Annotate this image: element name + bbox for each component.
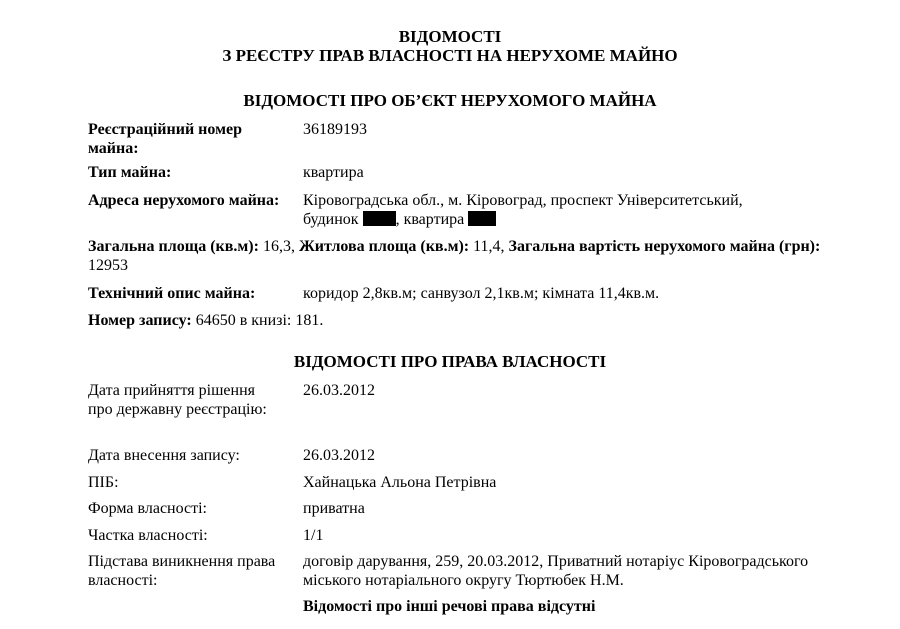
document-title: ВІДОМОСТІ (398, 27, 502, 46)
total-area-label: Загальна площа (кв.м): (88, 238, 259, 255)
living-area-value: 11,4, (469, 238, 509, 255)
type-value: квартира (303, 164, 364, 181)
entry-date-value: 26.03.2012 (303, 447, 375, 464)
rights-section-heading: ВІДОМОСТІ ПРО ПРАВА ВЛАСНОСТІ (293, 352, 607, 371)
total-area-value: 16,3, (258, 238, 299, 255)
other-rights-note: Відомості про інші речові права відсутні (303, 598, 596, 615)
living-area-label: Житлова площа (кв.м): (298, 238, 470, 255)
owner-name-label: ПІБ: (88, 474, 119, 491)
reg-number-value: 36189193 (303, 121, 367, 138)
object-section-heading: ВІДОМОСТІ ПРО ОБ’ЄКТ НЕРУХОМОГО МАЙНА (243, 91, 657, 110)
total-value-value: 12953 (88, 257, 128, 274)
ownership-form-label: Форма власності: (88, 500, 207, 517)
address-label: Адреса нерухомого майна: (88, 192, 280, 209)
ownership-basis-label: Підстава виникнення права власності: (88, 553, 276, 589)
ownership-share-label: Частка власності: (88, 527, 208, 544)
reg-number-label: Реєстраційний номер майна: (88, 121, 242, 157)
address-apartment-word: , квартира (395, 211, 465, 228)
owner-name-value: Хайнацька Альона Петрівна (303, 474, 497, 491)
address-value (303, 191, 843, 229)
decision-date-value: 26.03.2012 (303, 382, 375, 399)
record-number-line (88, 311, 848, 330)
record-number-value: 64650 в книзі: 181. (191, 312, 324, 329)
decision-date-label: Дата прийняття рішення про державну реєстрацію: (88, 382, 267, 418)
total-value-label: Загальна вартість нерухомого майна (грн): (508, 238, 821, 255)
ownership-share-value: 1/1 (303, 527, 324, 544)
address-line-2 (303, 210, 843, 229)
record-number-label: Номер запису: (88, 312, 192, 329)
entry-date-label: Дата внесення запису: (88, 447, 240, 464)
tech-description-value: коридор 2,8кв.м; санвузол 2,1кв.м; кімната 11,4кв.м. (303, 285, 660, 302)
area-paragraph (88, 237, 848, 275)
type-label: Тип майна: (88, 164, 172, 181)
address-line-1: Кіровоградська обл., м. Кіровоград, проспект Університетський, (303, 192, 743, 209)
ownership-form-value: приватна (303, 500, 365, 517)
tech-description-label: Технічний опис майна: (88, 285, 256, 302)
ownership-basis-value: договір дарування, 259, 20.03.2012, Приватний нотаріус Кіровоградського міського нотаріального округу Тюртюбек Н.М. (303, 553, 809, 589)
redaction-block (363, 211, 396, 226)
redaction-block (468, 211, 496, 226)
address-building-word: будинок (303, 211, 359, 228)
document-subtitle: З РЕЄСТРУ ПРАВ ВЛАСНОСТІ НА НЕРУХОМЕ МАЙНО (222, 46, 678, 65)
